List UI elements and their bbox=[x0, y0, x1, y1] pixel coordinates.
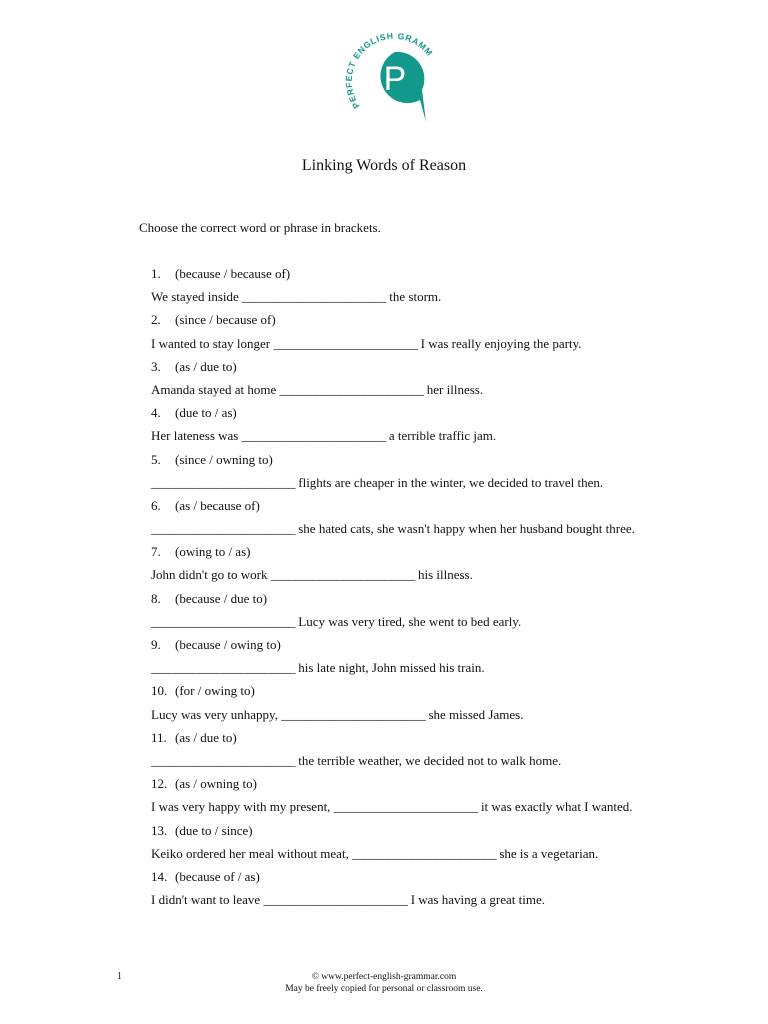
exercise-sentence bbox=[151, 520, 741, 543]
options-text: (because of / as) bbox=[175, 868, 260, 884]
options-text: (due to / as) bbox=[175, 405, 237, 421]
options-text: (because / because of) bbox=[175, 266, 291, 281]
exercise-options bbox=[151, 358, 741, 381]
exercise-options bbox=[151, 497, 741, 520]
exercise-options bbox=[151, 265, 741, 288]
exercise-item bbox=[151, 590, 741, 636]
exercise-options bbox=[151, 729, 741, 752]
sentence-end: a terrible traffic jam. bbox=[385, 428, 497, 444]
sentence-start: Keiko ordered her meal without meat, bbox=[151, 845, 353, 861]
exercise-options bbox=[151, 404, 741, 427]
exercise-sentence bbox=[151, 335, 741, 358]
answer-blank[interactable]: ________________________ bbox=[281, 706, 426, 722]
page-number: 1 bbox=[117, 971, 122, 982]
sentence-end: her illness. bbox=[423, 381, 484, 397]
options-text: (for / owing to) bbox=[175, 683, 255, 699]
brand-logo bbox=[340, 26, 440, 126]
exercise-options bbox=[151, 451, 741, 474]
exercise-number: 3. bbox=[151, 358, 161, 374]
exercise-sentence bbox=[151, 706, 741, 729]
exercise-list bbox=[151, 265, 741, 914]
options-text: (as / due to) bbox=[175, 358, 237, 374]
exercise-sentence bbox=[151, 613, 741, 636]
exercise-options bbox=[151, 822, 741, 845]
sentence-end: I was really enjoying the party. bbox=[417, 335, 582, 351]
answer-blank[interactable]: ________________________ bbox=[151, 660, 295, 676]
exercise-sentence bbox=[151, 381, 741, 404]
exercise-item bbox=[151, 543, 741, 589]
exercise-sentence bbox=[151, 891, 741, 914]
sentence-start: Amanda stayed at home bbox=[151, 381, 280, 397]
exercise-item bbox=[151, 868, 741, 914]
exercise-number: 9. bbox=[151, 637, 161, 652]
answer-blank[interactable]: ________________________ bbox=[273, 335, 418, 351]
options-text: (as / because of) bbox=[175, 497, 260, 513]
exercise-sentence bbox=[151, 427, 741, 450]
exercise-number: 13. bbox=[151, 822, 168, 838]
options-text: (owing to / as) bbox=[175, 544, 251, 560]
exercise-options bbox=[151, 775, 741, 798]
exercise-number: 12. bbox=[151, 776, 168, 792]
answer-blank[interactable]: ________________________ bbox=[352, 845, 497, 861]
exercise-item bbox=[151, 682, 741, 728]
options-text: (since / because of) bbox=[175, 312, 276, 328]
exercise-number: 11. bbox=[151, 729, 167, 745]
answer-blank[interactable]: ________________________ bbox=[151, 474, 295, 490]
exercise-number: 14. bbox=[151, 868, 168, 884]
exercise-number: 4. bbox=[151, 405, 161, 421]
sentence-end: his illness. bbox=[414, 567, 473, 583]
sentence-start: Lucy was very unhappy, bbox=[151, 706, 282, 722]
exercise-sentence bbox=[151, 288, 741, 311]
options-text: (because / due to) bbox=[175, 590, 268, 606]
exercise-item bbox=[151, 775, 741, 821]
svg-text:PERFECT ENGLISH GRAMMAR: PERFECT ENGLISH GRAMM bbox=[343, 30, 435, 111]
exercise-number: 2. bbox=[151, 312, 161, 328]
exercise-options bbox=[151, 543, 741, 566]
options-text: (as / owning to) bbox=[175, 776, 257, 792]
sentence-end: flights are cheaper in the winter, we decided to travel then. bbox=[295, 474, 604, 490]
exercise-item bbox=[151, 451, 741, 497]
answer-blank[interactable]: ________________________ bbox=[263, 892, 408, 908]
exercise-item bbox=[151, 822, 741, 868]
options-text: (because / owing to) bbox=[175, 637, 281, 652]
answer-blank[interactable]: ________________________ bbox=[333, 799, 478, 815]
sentence-end: Lucy was very tired, she went to bed early. bbox=[295, 613, 522, 629]
options-text: (due to / since) bbox=[175, 822, 253, 838]
sentence-end: the terrible weather, we decided not to walk home. bbox=[295, 752, 562, 768]
answer-blank[interactable]: ________________________ bbox=[241, 428, 386, 444]
svg-text:P: P bbox=[383, 60, 407, 98]
exercise-item bbox=[151, 358, 741, 404]
sentence-start: I wanted to stay longer bbox=[151, 335, 274, 351]
sentence-start: Her lateness was bbox=[151, 428, 242, 444]
copyright-text: © www.perfect-english-grammar.com bbox=[311, 972, 457, 982]
answer-blank[interactable]: ________________________ bbox=[151, 613, 295, 629]
exercise-options bbox=[151, 682, 741, 705]
exercise-number: 8. bbox=[151, 590, 161, 606]
answer-blank[interactable]: ________________________ bbox=[151, 521, 295, 537]
footer bbox=[0, 971, 768, 995]
options-text: (since / owning to) bbox=[175, 451, 273, 467]
exercise-number: 5. bbox=[151, 451, 161, 467]
sentence-start: John didn't go to work bbox=[151, 567, 271, 583]
exercise-sentence bbox=[151, 566, 741, 589]
exercise-sentence bbox=[151, 752, 741, 775]
sentence-end: I was having a great time. bbox=[407, 892, 545, 908]
answer-blank[interactable]: ________________________ bbox=[279, 381, 424, 397]
exercise-item bbox=[151, 311, 741, 357]
answer-blank[interactable]: ________________________ bbox=[242, 289, 387, 305]
exercise-item bbox=[151, 265, 741, 311]
exercise-sentence bbox=[151, 798, 741, 821]
exercise-item bbox=[151, 636, 741, 682]
sentence-end: she missed James. bbox=[425, 706, 524, 722]
exercise-options bbox=[151, 590, 741, 613]
sentence-end: she hated cats, she wasn't happy when her husband bought three. bbox=[295, 521, 635, 537]
answer-blank[interactable]: ________________________ bbox=[270, 567, 415, 583]
sentence-start: We stayed inside bbox=[151, 289, 243, 305]
exercise-sentence bbox=[151, 845, 741, 868]
exercise-item bbox=[151, 497, 741, 543]
exercise-number: 10. bbox=[151, 683, 168, 699]
instructions: Choose the correct word or phrase in brackets. bbox=[139, 220, 381, 235]
sentence-start: I didn't want to leave bbox=[151, 892, 264, 908]
exercise-number: 6. bbox=[151, 497, 161, 513]
sentence-start: I was very happy with my present, bbox=[151, 799, 334, 815]
sentence-end: she is a vegetarian. bbox=[496, 845, 599, 861]
exercise-options bbox=[151, 868, 741, 891]
exercise-number: 7. bbox=[151, 544, 161, 560]
sentence-end: the storm. bbox=[386, 289, 442, 305]
exercise-item bbox=[151, 404, 741, 450]
exercise-sentence bbox=[151, 659, 741, 682]
usage-text: May be freely copied for personal or classroom use. bbox=[285, 984, 483, 994]
options-text: (as / due to) bbox=[175, 729, 237, 745]
answer-blank[interactable]: ________________________ bbox=[151, 752, 295, 768]
exercise-item bbox=[151, 729, 741, 775]
exercise-options bbox=[151, 311, 741, 334]
exercise-sentence bbox=[151, 474, 741, 497]
exercise-options bbox=[151, 636, 741, 659]
sentence-end: it was exactly what I wanted. bbox=[477, 799, 633, 815]
sentence-end: his late night, John missed his train. bbox=[295, 660, 485, 676]
page-title: Linking Words of Reason bbox=[301, 157, 467, 174]
exercise-number: 1. bbox=[151, 266, 161, 281]
